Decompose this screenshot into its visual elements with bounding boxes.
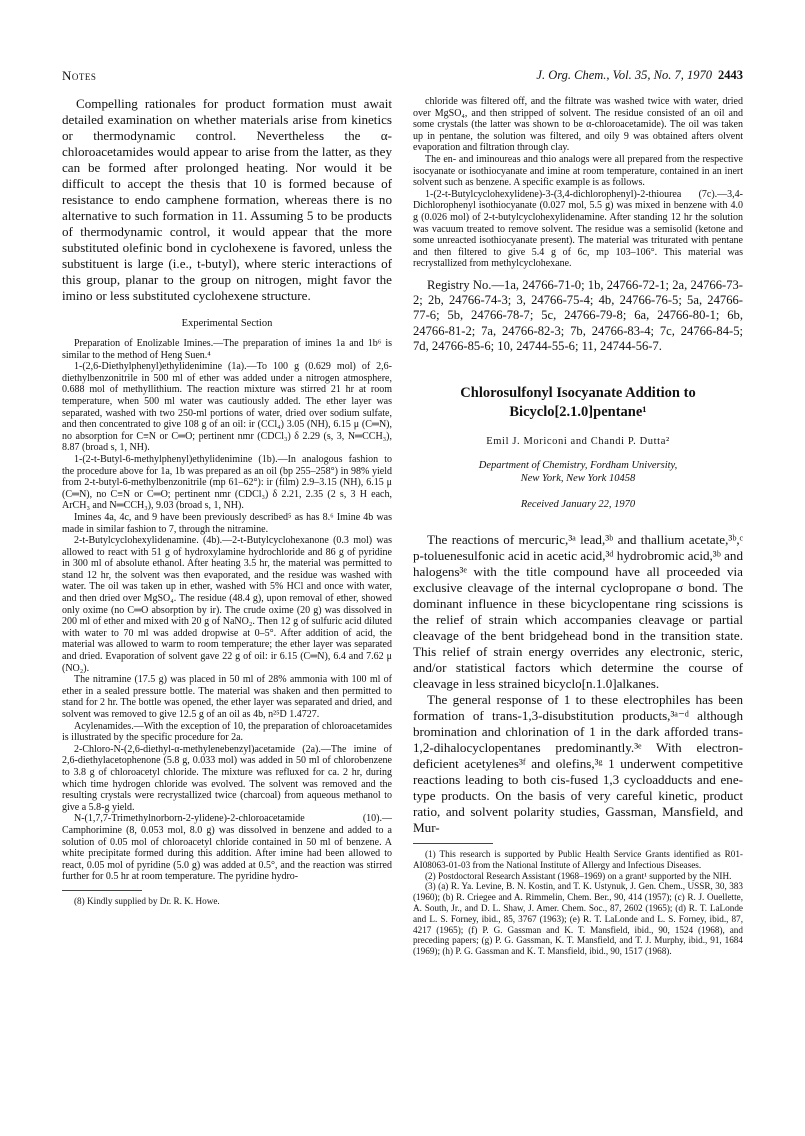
experimental-paragraph: 2-Chloro-N-(2,6-diethyl-α-methylenebenzyl)acetamide (2a).—The imine of 2,6-diethylacetophenone (5.8 g, 0.033 mol) was added in 50 ml of chlorobenzene to 3.8 g of chloroacetyl chloride. The mixture was refluxed for ca. 2 hr, during which time hydrogen chloride was evolved. The solvent was removed and the resulting crystals were recrystallized twice (charcoal) from aqueous methanol to give a 5.8-g yield. (62, 743, 392, 813)
page-number: 2443 (718, 68, 743, 82)
experimental-paragraph: 1-(2-t-Butyl-6-methylphenyl)ethylidenimine (1b).—In analogous fashion to the procedure above for 1a, 1b was prepared as an oil (bp 255–258°) in 98% yield from 2-t-butyl-6-methylbenzonitrile (mp 61–62°): ir (film) 2.9–3.15 (NH), 6.15 μ (C═N), no C≡N or C═O; pertinent nmr (CDCl₃) δ 2.21, 2.35 (2 s, 3 H each, ArCH₃ and N═CCH₃), 9.03 (broad s, 1, NH). (62, 453, 392, 512)
experimental-paragraph: 1-(2-t-Butylcyclohexylidene)-3-(3,4-dichlorophenyl)-2-thiourea (7c).—3,4-Dichlorophenyl isothiocyanate (0.027 mol, 5.5 g) was mixed in benzene with 4.0 g (0.026 mol) of 2-t-butylcyclohexylidenamine. After standing 12 hr the solution was vacuum treated to remove solvent. The residue was a semisolid (ketone and some unreacted isothiocyanate present). The material was triturated with pentane and then filtered to give 5.4 g of 6c, mp 103–106°. This material was recrystallized from methylcyclohexane. (413, 188, 743, 270)
intro-paragraph: Compelling rationales for product formation must await detailed examination on whether materials arise from kinetics or thermodynamic control. Nevertheless the α-chloroacetamides would appear to arise from the latter, as they can be formed after prolonged heating. Nor would it be difficult to accept the thesis that 10 is formed because of resistance to endo camphene formation, whereas there is no alternative to such formation in 11. Assuming 5 to be products of thermodynamic control, it would appear that the more substituted olefinic bond in cyclohexene is favored, unless the substituent is large (i.e., t-butyl), where steric interactions of this group, planar to the group on nitrogen, might favor the imino or less substituted cyclohexene structure. (62, 96, 392, 303)
section-label: Notes (62, 68, 97, 83)
footnote: (8) Kindly supplied by Dr. R. K. Howe. (74, 895, 220, 906)
experimental-paragraph: The en- and iminoureas and thio analogs were all prepared from the respective isocyanate or isothiocyanate and imine at room temperature, contained in an inert solvent such as benzene. A specific example is as follows. (413, 153, 743, 189)
experimental-paragraph: 1-(2,6-Diethylphenyl)ethylidenimine (1a).—To 100 g (0.629 mol) of 2,6-diethylbenzonitrile in 500 ml of ether was added under a nitrogen atmosphere, 0.688 mol of methyllithium. The reaction mixture was stirred 21 hr at room temperature, when 500 ml water was cautiously added. The ether layer was separated, washed with two 250-ml portions of water, dried over sodium sulfate, and then concentrated to give 108 g of an oil: ir (CCl₄) 3.05 (NH), 6.15 μ (C═N), no absorption for C≡N or C═O; pertinent nmr (CDCl₃) δ 2.29 (s, 3, N═CCH₃), 8.87 (broad s, 1, NH). (62, 361, 392, 454)
article-title-line: Bicyclo[2.1.0]pentane¹ (509, 403, 647, 420)
body-paragraph: The reactions of mercuric,³ᵃ lead,³ᵇ and thallium acetate,³ᵇ,ᶜ p-toluenesulfonic acid in acetic acid,³ᵈ hydrobromic acid,³ᵇ and halogens³ᵉ with the title compound have all proceeded via exclusive cleavage of the internal cyclopropane σ bond. The dominant influence in these bicyclopentane ring scissions is the relief of strain which accompanies cleavage or partial cleavage of the bent bridgehead bond in the transition state. This relief of strain energy overrides any electronic, steric, and/or statistical factors which determine the course of cleavage in less strained bicyclo[n.1.0]alkanes. (413, 531, 743, 691)
footnote-rule (62, 890, 142, 891)
journal-name: J. Org. Chem., Vol. 35, No. 7, 1970 (536, 68, 712, 82)
affiliation-line: New York, New York 10458 (520, 472, 636, 484)
section-heading: Experimental Section (181, 318, 273, 329)
right-column (413, 96, 743, 1096)
footnote: (2) Postdoctoral Research Assistant (1968–1969) on a grant¹ supported by the NIH. (425, 870, 732, 881)
article-title (413, 384, 743, 422)
received-date: Received January 22, 1970 (520, 498, 636, 510)
footnote: (3) (a) R. Ya. Levine, B. N. Kostin, and T. K. Ustynuk, J. Gen. Chem., USSR, 30, 383 (1960); (b) R. Criegee and A. Rimmelin, Chem. Ber., 90, 414 (1957); (c) R. J. Ouellette, A. South, Jr., and D. L. Shaw, J. Amer. Chem. Soc., 87, 2602 (1965); (d) R. T. LaLonde and L. S. Forney, ibid., 85, 3767 (1963); (e) R. T. LaLonde and L. S. Forney, ibid., 87, 4217 (1965); (f) P. G. Gassman and K. T. Mansfield, ibid., 90, 1524 (1968), and preceding papers; (g) P. G. Gassman, K. T. Mansfield, and T. J. Murphy, ibid., 91, 1684 (1969); (h) P. G. Gassman and K. T. Mansfield, ibid., 90, 1517 (1968). (413, 881, 743, 957)
footnote-rule (413, 843, 493, 844)
left-column (62, 96, 392, 1096)
experimental-paragraph: The nitramine (17.5 g) was placed in 50 ml of 28% ammonia with 100 ml of ether in a sealed pressure bottle. The material was shaken and then permitted to stand for 2 hr. The bottle was opened, the ether layer was separated and dried, and solvent was removed to give 12.5 g of an oil as 4b, n²⁵D 1.4727. (62, 674, 392, 720)
registry-numbers: Registry No.—1a, 24766-71-0; 1b, 24766-72-1; 2a, 24766-73-2; 2b, 24766-74-3; 3, 24766-75-4; 4b, 24766-76-5; 5a, 24766-77-6; 5b, 24766-78-7; 5c, 24766-79-8; 6a, 24766-80-1; 6b, 24766-81-2; 7a, 24766-82-3; 7b, 24766-83-4; 7c, 24766-84-5; 7d, 24766-85-6; 10, 24744-55-6; 11, 24744-56-7. (413, 277, 743, 353)
affiliation (413, 459, 743, 485)
experimental-paragraph: Imines 4a, 4c, and 9 have been previously described⁵ as has 8.⁶ Imine 4b was made in similar fashion to 7, through the nitramine. (62, 511, 392, 535)
experimental-paragraph: N-(1,7,7-Trimethylnorborn-2-ylidene)-2-chloroacetamide (10).—Camphorimine (8, 0.053 mol, 8.0 g) was dissolved in benzene and added to a solution of 0.05 mol of chloroacetyl chloride contained in 50 ml of benzene. A white precipitate formed during this addition. After imine had been allowed to react, 0.05 mol of pyridine (5.0 g) was added at 0.5°, and the reaction was stirred further for 0.5 hr at room temperature. The pyridine hydro- (62, 813, 392, 883)
experimental-paragraph: Acylenamides.—With the exception of 10, the preparation of chloroacetamides is illustrated by the specific procedure for 2a. (62, 720, 392, 744)
article-authors: Emil J. Moriconi and Chandi P. Dutta² (486, 435, 670, 447)
experimental-paragraph: Preparation of Enolizable Imines.—The preparation of imines 1a and 1b⁶ is similar to the method of Heng Suen.⁴ (62, 338, 392, 361)
experimental-paragraph: chloride was filtered off, and the filtrate was washed twice with water, dried over MgSO₄, and then stripped of solvent. The residue consisted of an oil and some crystals (the latter was shown to be α-chloroacetamide). The oil was taken up in pentane, the solution was filtered, and oily 9 was obtained afters olvent evaporation and filtration through clay. (413, 96, 743, 154)
affiliation-line: Department of Chemistry, Fordham University, (478, 459, 678, 471)
article-title-line: Chlorosulfonyl Isocyanate Addition to (460, 384, 696, 401)
journal-citation (536, 68, 743, 83)
running-header (62, 68, 743, 84)
footnote: (1) This research is supported by Public Health Service Grants identified as R01-AI08063-01-03 from the National Institute of Allergy and Infectious Diseases. (413, 848, 743, 870)
experimental-paragraph: 2-t-Butylcyclohexylidenamine. (4b).—2-t-Butylcyclohexanone (0.3 mol) was allowed to react with 51 g of hydroxylamine hydrochloride and 86 g of pyridine in 300 ml of absolute ethanol. After heating 3.5 hr, the material was permitted to stand 12 hr, the solvent was then evaporated, and the residue was washed with water. The oil was taken up in ether, washed with 5% HCl and once with water, and then dried over MgSO₄. The residue (48.4 g), upon removal of ether, showed only oxime (no C═O absorption by ir). The crude oxime (20 g) was dissolved in 200 ml of ether and mixed with 20 g of NaNO₂. Then 12 g of sulfuric acid diluted with water to 70 ml was added dropwise at 0–5°. After addition of acid, the material was allowed to warm to room temperature; the ether layer was separated and dried. Evaporation of solvent gave 22 g of oil: ir 6.15 (C═N), 6.4 and 7.62 μ (NO₂). (62, 535, 392, 674)
body-paragraph: The general response of 1 to these electrophiles has been formation of trans-1,3-disubstitution products,³ᵃ⁻ᵈ although bromination and chlorination of 1 in the dark afforded trans-1,2-dihalocyclopentanes predominantly.³ᵉ With electron-deficient acetylenes³ᶠ and olefins,³ᵍ 1 underwent competitive reactions leading to both cis-fused 1,3 cycloadducts and ene-type products. On the basis of very careful kinetic, product ratio, and solvent polarity studies, Gassman, Mansfield, and Mur- (413, 691, 743, 835)
